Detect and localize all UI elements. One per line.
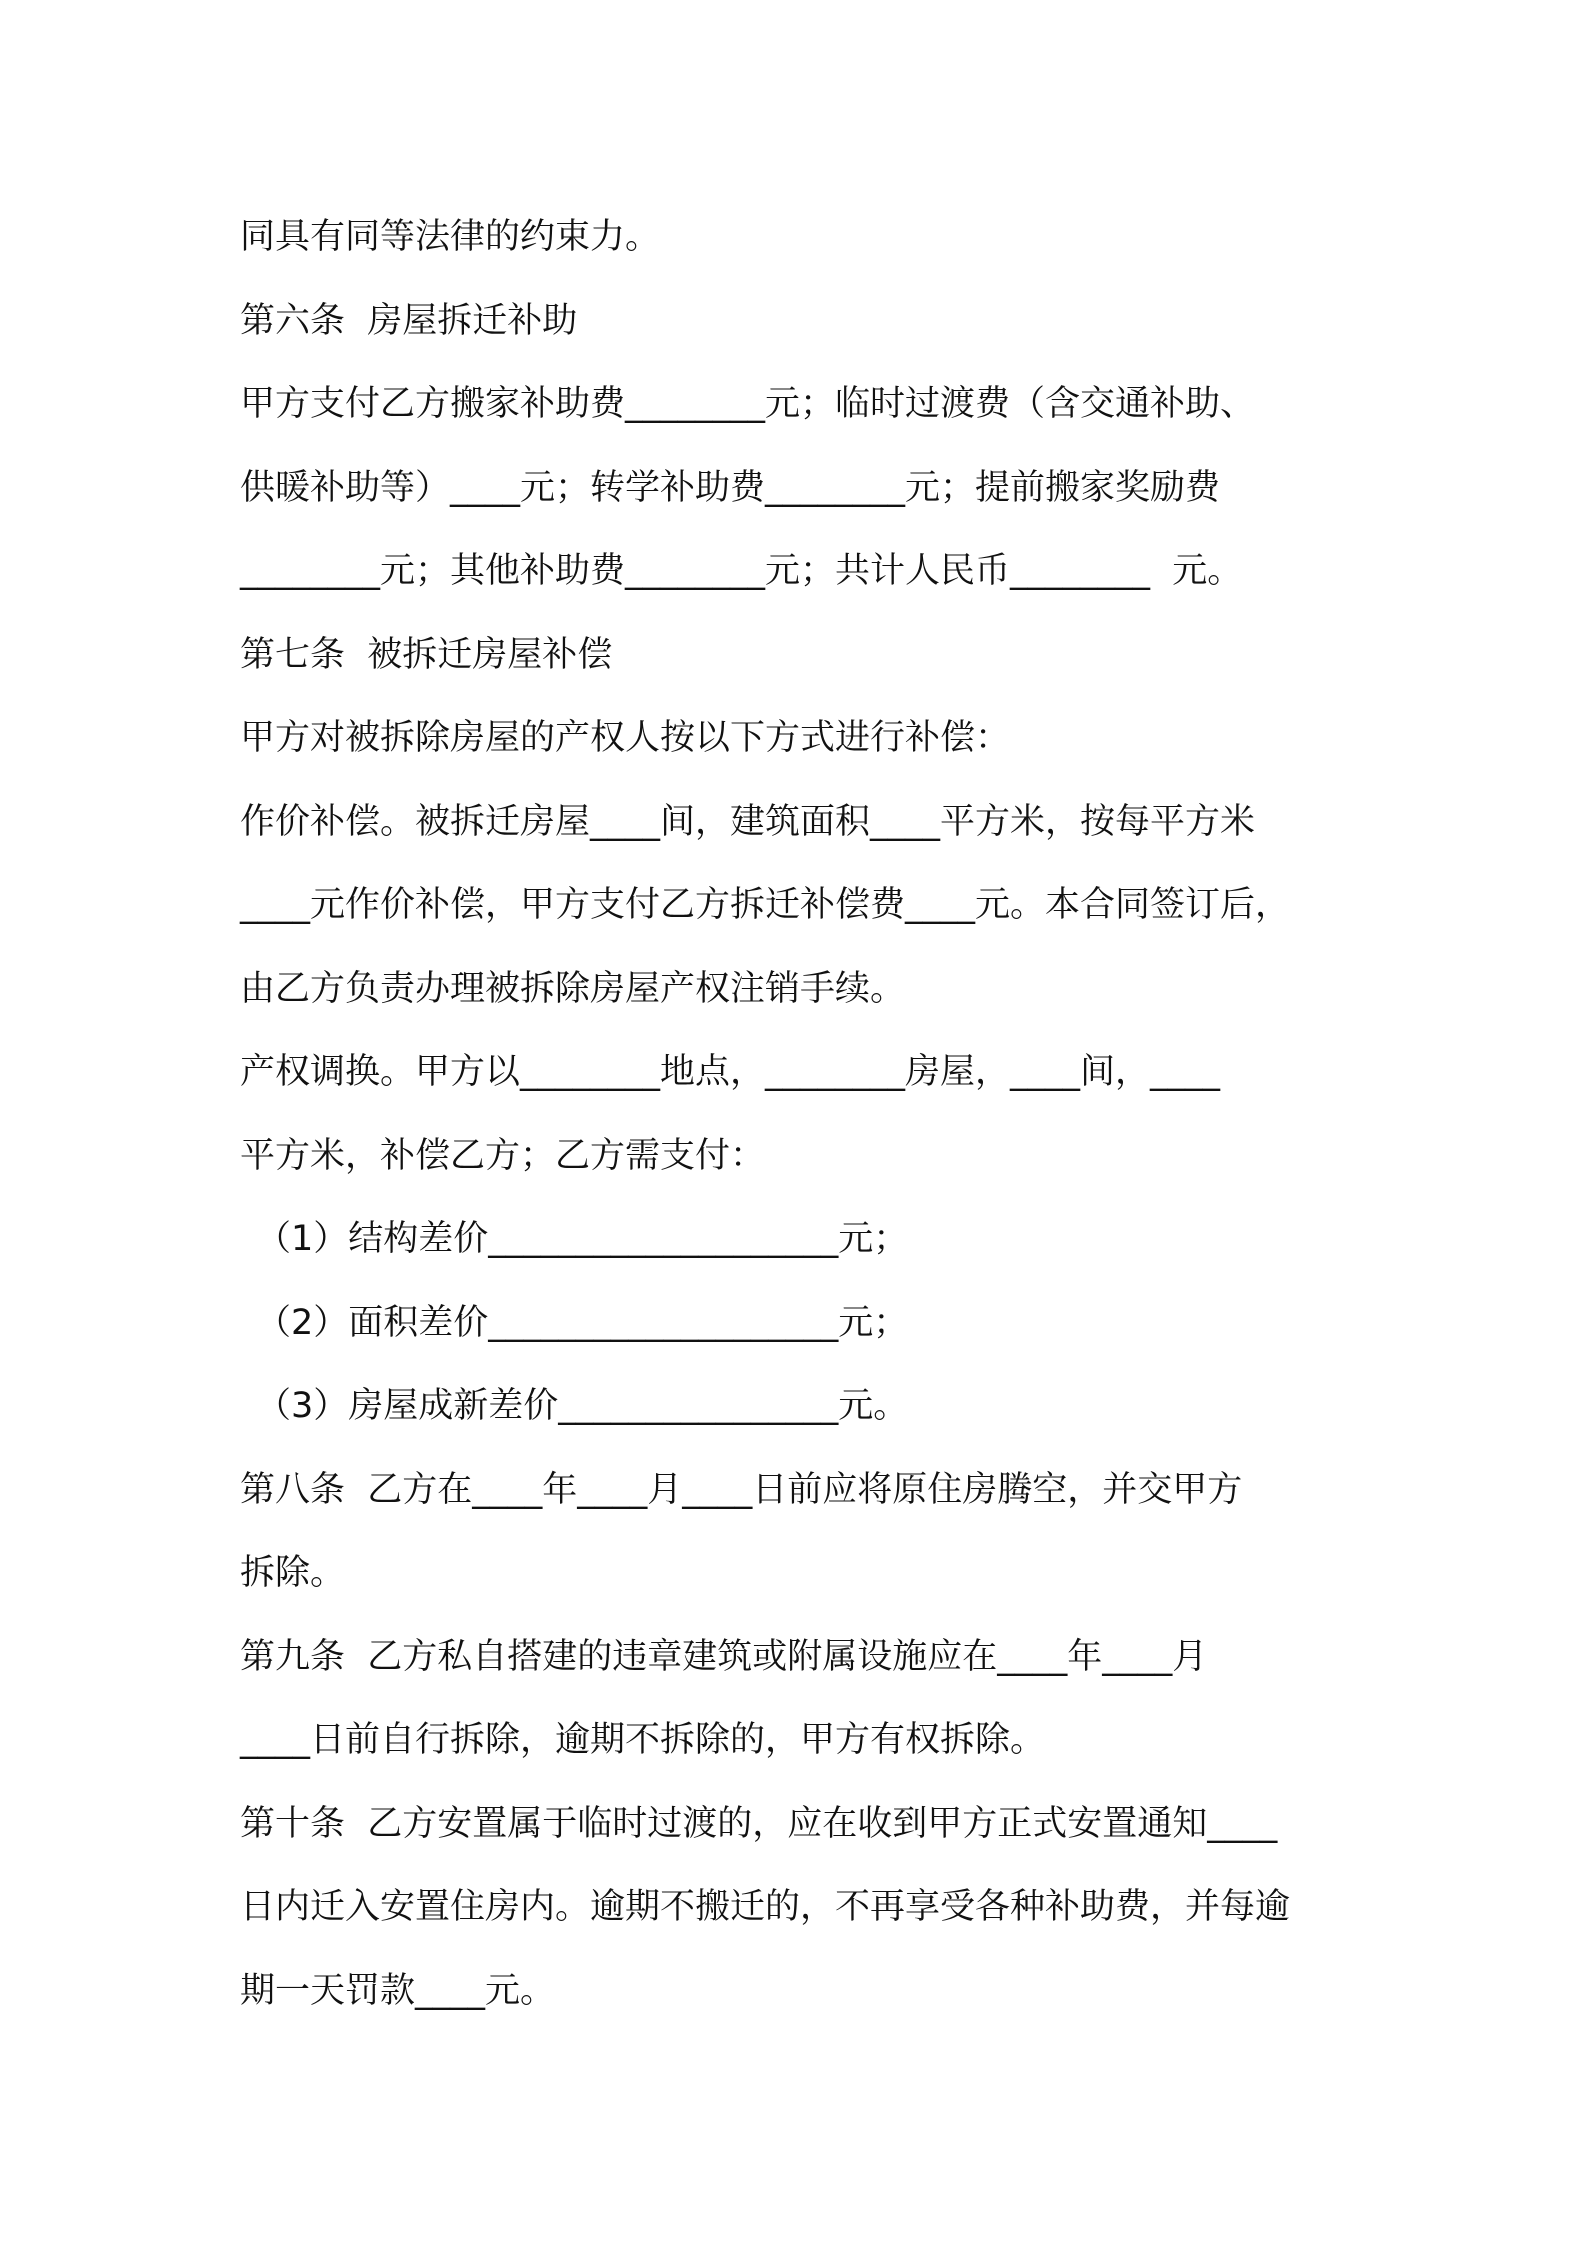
text-line: 日内迁入安置住房内。逾期不搬迁的，不再享受各种补助费，并每逾 [240,1887,1291,1927]
article-8: 第八条 乙方在____年____月____日前应将原住房腾空，并交甲方 [240,1469,1243,1510]
article-10: 第十条 乙方安置属于临时过渡的，应在收到甲方正式安置通知____ [240,1803,1278,1844]
text-line: 甲方支付乙方搬家补助费________元；临时过渡费（含交通补助、 [240,384,1256,424]
text-line: ____元作价补偿，甲方支付乙方拆迁补偿费____元。本合同签订后， [240,885,1291,925]
text-line: 拆除。 [240,1553,346,1593]
article-9: 第九条 乙方私自搭建的违章建筑或附属设施应在____年____月 [240,1636,1208,1677]
list-item: （1）结构差价____________________元； [256,1219,909,1259]
text-line: 产权调换。甲方以________地点，________房屋，____间，____ [240,1052,1221,1092]
article-6-heading: 第六条 房屋拆迁补助 [240,300,578,341]
article-7-heading: 第七条 被拆迁房屋补偿 [240,634,613,675]
text-line: 同具有同等法律的约束力。 [240,217,661,257]
list-item: （3）房屋成新差价________________元。 [256,1386,909,1426]
text-line: ____日前自行拆除，逾期不拆除的，甲方有权拆除。 [240,1720,1046,1760]
document-body [240,196,1370,2033]
text-line: 作价补偿。被拆迁房屋____间，建筑面积____平方米，按每平方米 [240,801,1256,842]
text-line: 期一天罚款____元。 [240,1970,556,2011]
text-line: 供暖补助等）____元；转学补助费________元；提前搬家奖励费 [240,467,1221,508]
text-line: 甲方对被拆除房屋的产权人按以下方式进行补偿： [240,718,1011,758]
text-line: 平方米，补偿乙方；乙方需支付： [240,1135,766,1176]
list-item: （2）面积差价____________________元； [256,1302,909,1343]
text-line: ________元；其他补助费________元；共计人民币________ 元。 [240,551,1243,591]
text-line: 由乙方负责办理被拆除房屋产权注销手续。 [240,968,906,1009]
